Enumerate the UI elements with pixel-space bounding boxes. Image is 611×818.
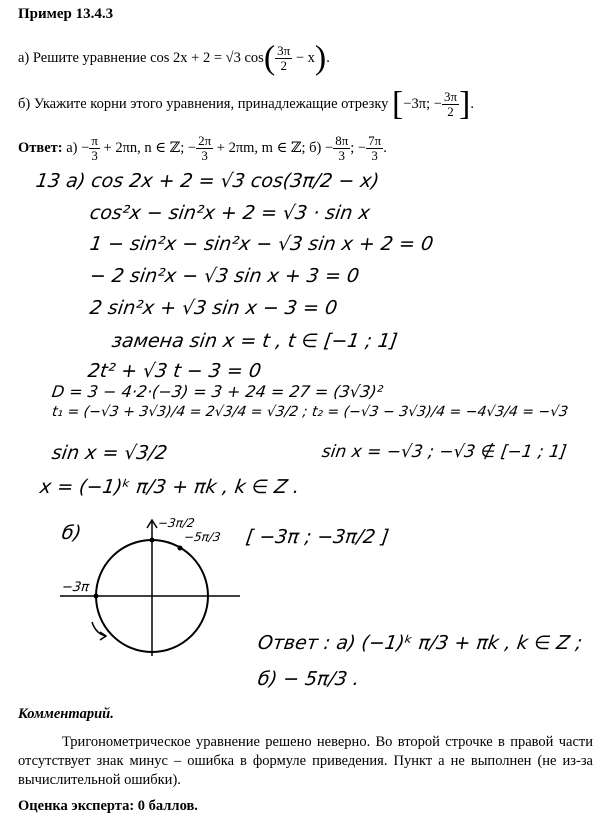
rotation-arrowhead [100,632,106,640]
frac-den: 2 [447,104,454,119]
comment-text: Тригонометрическое уравнение решено неверно. Во второй строчке в правой части отсутствует знак минус – ошибка в формуле приведения. Пункт а не выполнен (не из-за вычислительной ошибки). [18,734,593,788]
task-part-b-interval: −3π; − [403,95,442,112]
answer-text: + 2πn, n ∈ ℤ; − [99,139,197,156]
frac-num: 7π [368,133,382,148]
bracket-close: ] [459,85,471,123]
task-part-b: б) Укажите корни этого уравнения, принадлежащие отрезку [−3π; − $\frac{3\pi}{2}$ ]. [18,85,474,123]
hw-line-4: − 2 sin²x − √3 sin x + 3 = 0 [88,265,361,287]
task-part-b-frac [442,90,459,119]
hw-line-3: 1 − sin²x − sin²x − √3 sin x + 2 = 0 [88,233,435,255]
hw-line-11: x = (−1)ᵏ π/3 + πk , k ∈ Z . [38,476,301,498]
answer-text: ; − [350,139,367,156]
hw-line-1: 13 а) cos 2x + 2 = √3 cos(3π/2 − x) [34,170,381,192]
circle-label-left: −3π [60,580,91,595]
task-part-b-label: б) Укажите корни этого уравнения, принадлежащие отрезку [18,95,393,112]
answer-frac [366,134,383,163]
answer-text: а) − [62,139,90,156]
task-part-a-label: а) Решите уравнение [18,49,151,66]
answer-frac [196,134,213,163]
hw-line-5: 2 sin²x + √3 sin x − 3 = 0 [88,297,339,319]
point-left [94,594,99,599]
answer-frac [333,134,350,163]
frac-den: 3 [201,148,208,163]
frac-num: π [91,133,98,148]
bracket-open: [ [392,85,404,123]
frac-den: 3 [371,148,378,163]
task-part-a: а) Решите уравнение cos 2x + 2 = √3 cos( $\frac{3\pi}{2}$ − x). [18,39,330,77]
hw-line-6: замена sin x = t , t ∈ [−1 ; 1] [110,330,399,352]
point-top [150,538,155,543]
circle-label-top: −3π/2 [157,516,196,530]
frac-den: 3 [338,148,345,163]
task-part-a-eq-right: − x [292,49,315,66]
frac-num: 8π [335,133,349,148]
frac-num: 3π [443,89,458,104]
expert-score: Оценка эксперта: 0 баллов. [18,798,198,814]
answer-label: Ответ: [18,139,63,156]
hw-part-b-interval: [ −3π ; −3π/2 ] [244,526,391,548]
answer-line [18,134,387,163]
frac-num: 3π [277,43,291,58]
hw-line-10b: sin x = −√3 ; −√3 ∉ [−1 ; 1] [320,442,568,462]
page-title: Пример 13.4.3 [18,6,114,22]
hw-line-9: t₁ = (−√3 + 3√3)/4 = 2√3/4 = √3/2 ; t₂ = (−√3 − 3√3)/4 = −4√3/4 = −√3 [50,404,570,420]
hw-part-b-label: б) [60,522,83,544]
hw-answer-b: б) − 5π/3 . [256,668,361,690]
hw-line-7: 2t² + √3 t − 3 = 0 [86,360,263,382]
answer-frac [89,134,100,163]
hw-answer-a: Ответ : а) (−1)ᵏ π/3 + πk , k ∈ Z ; [256,632,584,654]
answer-text: . [383,139,387,156]
task-part-a-eq-left: cos 2x + 2 = √3 cos [150,49,264,66]
task-part-a-frac [275,44,292,73]
paren-close: ) [314,39,327,77]
frac-den: 3 [91,148,98,163]
circle-label-5pi3: −5π/3 [183,530,222,544]
hw-line-10a: sin x = √3/2 [50,442,169,464]
frac-den: 2 [280,58,287,73]
hw-line-2: cos²x − sin²x + 2 = √3 · sin x [88,202,372,224]
point-5pi3 [178,546,183,551]
answer-text: + 2πm, m ∈ ℤ; б) − [213,139,334,156]
paren-open: ( [263,39,276,77]
comment-title: Комментарий. [18,706,114,722]
frac-num: 2π [198,133,212,148]
hw-line-8: D = 3 − 4·2·(−3) = 3 + 24 = 27 = (3√3)² [50,382,385,401]
